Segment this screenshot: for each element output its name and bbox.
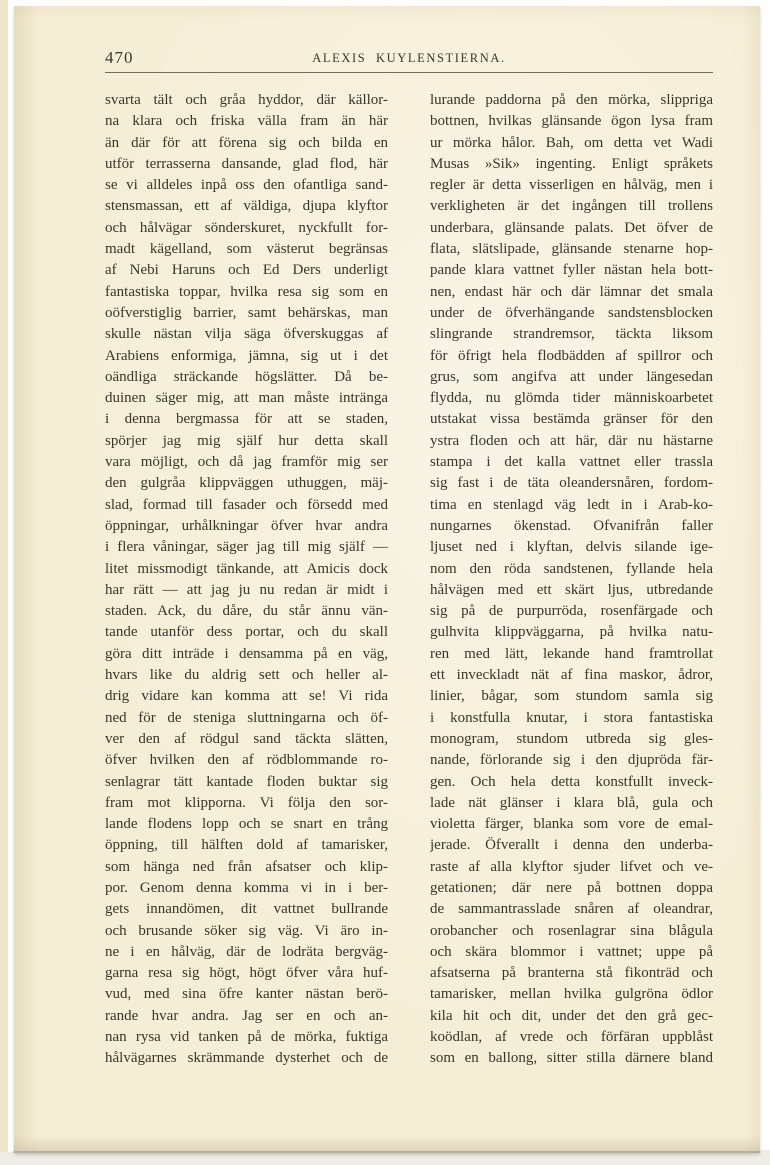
text-line: regler är detta visserligen en hålväg, men i [430, 177, 713, 194]
text-line: monogram, stundom utbreda sig gles- [430, 730, 713, 747]
text-line: na klara och friska välla fram än här [105, 113, 388, 130]
text-line: sig på de purpurröda, rosenfärgade och [430, 603, 713, 620]
header-rule [105, 72, 713, 73]
text-line: slingrande strandremsor, täckta liksom [430, 326, 713, 343]
text-line: duinen säger mig, att man måste intränga [105, 390, 388, 407]
text-line: bottnen, hvilkas glänsande ögon lysa fram [430, 113, 713, 130]
text-line: senlagrar tätt kantade floden buktar sig [105, 773, 388, 790]
text-line: fantastiska toppar, hvilka resa sig som en [105, 283, 388, 300]
text-line: gulhvita klippväggarna, på hvilka natu- [430, 624, 713, 641]
text-line: slad, formad till fasader och försedd med [105, 496, 388, 513]
text-line: Arabiens enformiga, jämna, sig ut i det [105, 347, 388, 364]
text-line: lurande paddorna på den mörka, slippriga [430, 92, 713, 108]
text-column-left [105, 90, 388, 1070]
text-line: hvars like du aldrig sett och heller al- [105, 667, 388, 684]
text-line: lande flodens lopp och se snart en trång [105, 816, 388, 833]
text-line: verkligheten är det ingången till trollens [430, 198, 713, 215]
text-line: nungarnes ökenstad. Ofvanifrån faller [430, 517, 713, 534]
text-line: än där för att förena sig och bilda en [105, 134, 388, 151]
text-line: i konstfulla knutar, i stora fantastiska [430, 709, 713, 726]
text-line: rande hvar andra. Jag ser en och an- [105, 1007, 388, 1024]
text-line: i flera våningar, säger jag till mig själf — [105, 539, 388, 556]
text-line: och skära blommor i vattnet; uppe på [430, 943, 713, 960]
text-column-right [430, 90, 713, 1070]
text-line: öppningar, urhålkningar öfver hvar andra [105, 517, 388, 534]
text-line: ett inveckladt nät af fina maskor, ådror, [430, 667, 713, 684]
text-line: grus, som angifva att under längesedan [430, 368, 713, 385]
text-line: tande utanför dess portar, och du skall [105, 624, 388, 641]
text-line: för öfrigt hela flodbädden af spillror och [430, 347, 713, 364]
page-header [105, 44, 713, 70]
text-line: i denna bergmassa för att se staden, [105, 411, 388, 428]
text-line: fram mot klipporna. Vi följa den sor- [105, 794, 388, 811]
text-line: gets innandömen, dit vattnet bullrande [105, 901, 388, 918]
text-line: ren med lätt, lekande hand framtrollat [430, 645, 713, 662]
text-line: hålvägarnes skrämmande dysterhet och de [105, 1050, 388, 1067]
text-line: stampa i det kalla vattnet eller trassla [430, 454, 713, 471]
text-line: hålvägen med ett skärt ljus, utbredande [430, 581, 713, 598]
text-line: utför terrasserna dansande, glad flod, här [105, 155, 388, 172]
text-line: de sammantrasslade snåren af oleandrar, [430, 901, 713, 918]
text-line: orobancher och rosenlagrar sina blågula [430, 922, 713, 939]
text-line: oöfverstiglig barrier, samt behärskas, man [105, 304, 388, 321]
text-line: underbara, glänsande palats. Det öfver de [430, 219, 713, 236]
book-page [14, 6, 760, 1153]
text-line: göra ditt inträde i densamma på en väg, [105, 645, 388, 662]
text-line: gen. Och hela detta konstfullt inveck- [430, 773, 713, 790]
text-line: vara möjligt, och då jag framför mig ser [105, 454, 388, 471]
text-line: svarta tält och gråa hyddor, där källor- [105, 92, 388, 108]
text-line: vud, med sina öfre kanter nästan berö- [105, 986, 388, 1003]
text-line: som hänga ned från afsatser och klip- [105, 858, 388, 875]
text-line: se vi alldeles inpå oss den ofantliga sand- [105, 177, 388, 194]
text-columns [105, 90, 713, 1070]
text-line: ne i en hålväg, där de lodräta bergväg- [105, 943, 388, 960]
text-line: den gulgråa klippväggen uthuggen, mäj- [105, 475, 388, 492]
text-line: ned för de steniga sluttningarna och öf- [105, 709, 388, 726]
text-line: oändliga sträckande högslätter. Då be- [105, 368, 388, 385]
text-line: tima en stenlagd väg ledt in i Arab-ko- [430, 496, 713, 513]
text-line: öppning, till hälften dold af tamarisker, [105, 837, 388, 854]
text-line: spörjer jag mig själf hur detta skall [105, 432, 388, 449]
text-line: öfver hvilken den af rödblommande ro- [105, 752, 388, 769]
text-line: skulle nästan vilja säga öfverskuggas af [105, 326, 388, 343]
text-line: flata, slätslipade, glänsande stenarne hop- [430, 241, 713, 258]
facing-page-edge [0, 0, 13, 1152]
text-line: pande klara vattnet fyller nästan hela bott- [430, 262, 713, 279]
text-line: ur mörka hålor. Bah, om detta vet Wadi [430, 134, 713, 151]
text-line: jerade. Öfverallt i denna den underba- [430, 837, 713, 854]
text-line: nan rysa vid tanken på de mörka, fuktiga [105, 1029, 388, 1046]
text-line: under de öfverhängande sandstensblocken [430, 304, 713, 321]
text-line: och brusande söker sig väg. Vi äro in- [105, 922, 388, 939]
text-line: Musas »Sik» ingenting. Enligt språkets [430, 155, 713, 172]
text-line: utstakat vissa bestämda gränser för den [430, 411, 713, 428]
text-line: litet missmodigt tänkande, att Amicis dock [105, 560, 388, 577]
text-line: har rätt — att jag ju nu redan är midt i [105, 581, 388, 598]
text-line: tamarisker, mellan hvilka gulgröna ödlor [430, 986, 713, 1003]
text-line: madt kägelland, som västerut begränsas [105, 241, 388, 258]
text-line: nen, endast här och där lämnar det smala [430, 283, 713, 300]
running-title: ALEXIS KUYLENSTIERNA. [312, 51, 506, 65]
text-line: afsatserna på branterna stå fikonträd och [430, 965, 713, 982]
text-line: lade nät glänser i klara blå, gula och [430, 794, 713, 811]
text-line: sig fast i de täta oleandersnåren, fordom- [430, 475, 713, 492]
text-line: och hålvägar sönderskuret, nyckfullt for- [105, 219, 388, 236]
text-line: drig vidare kan komma att se! Vi rida [105, 688, 388, 705]
text-line: af Nebi Haruns och Ed Ders underligt [105, 262, 388, 279]
text-line: stensmassan, ett af väldiga, djupa klyftor [105, 198, 388, 215]
text-line: raste af alla klyftor sjuder lifvet och ve- [430, 858, 713, 875]
text-line: violetta färger, blanka som vore de emal- [430, 816, 713, 833]
text-line: nande, förlorande sig i den djupröda fär- [430, 752, 713, 769]
text-line: staden. Ack, du dåre, du står ännu vän- [105, 603, 388, 620]
text-line: som en ballong, sitter stilla därnere bland [430, 1050, 713, 1067]
text-line: nom den röda sandstenen, fyllande hela [430, 560, 713, 577]
text-line: garna resa sig högt, högt öfver våra huf- [105, 965, 388, 982]
text-line: flydda, nu glömda tider människoarbetet [430, 390, 713, 407]
text-line: linier, bågar, som stundom samla sig [430, 688, 713, 705]
text-line: ljuset ned i klyftan, delvis silande ige- [430, 539, 713, 556]
text-line: koödlan, af vrede och förfäran uppblåst [430, 1029, 713, 1046]
page-number: 470 [105, 48, 134, 67]
text-line: getationen; där nere på bottnen doppa [430, 879, 713, 896]
text-line: kila hit och dit, under det den grå gec- [430, 1007, 713, 1024]
text-line: ystra floden och att här, där nu hästarne [430, 432, 713, 449]
text-line: ver den af rödgul sand täckta slätten, [105, 730, 388, 747]
text-line: por. Genom denna komma vi in i ber- [105, 879, 388, 896]
